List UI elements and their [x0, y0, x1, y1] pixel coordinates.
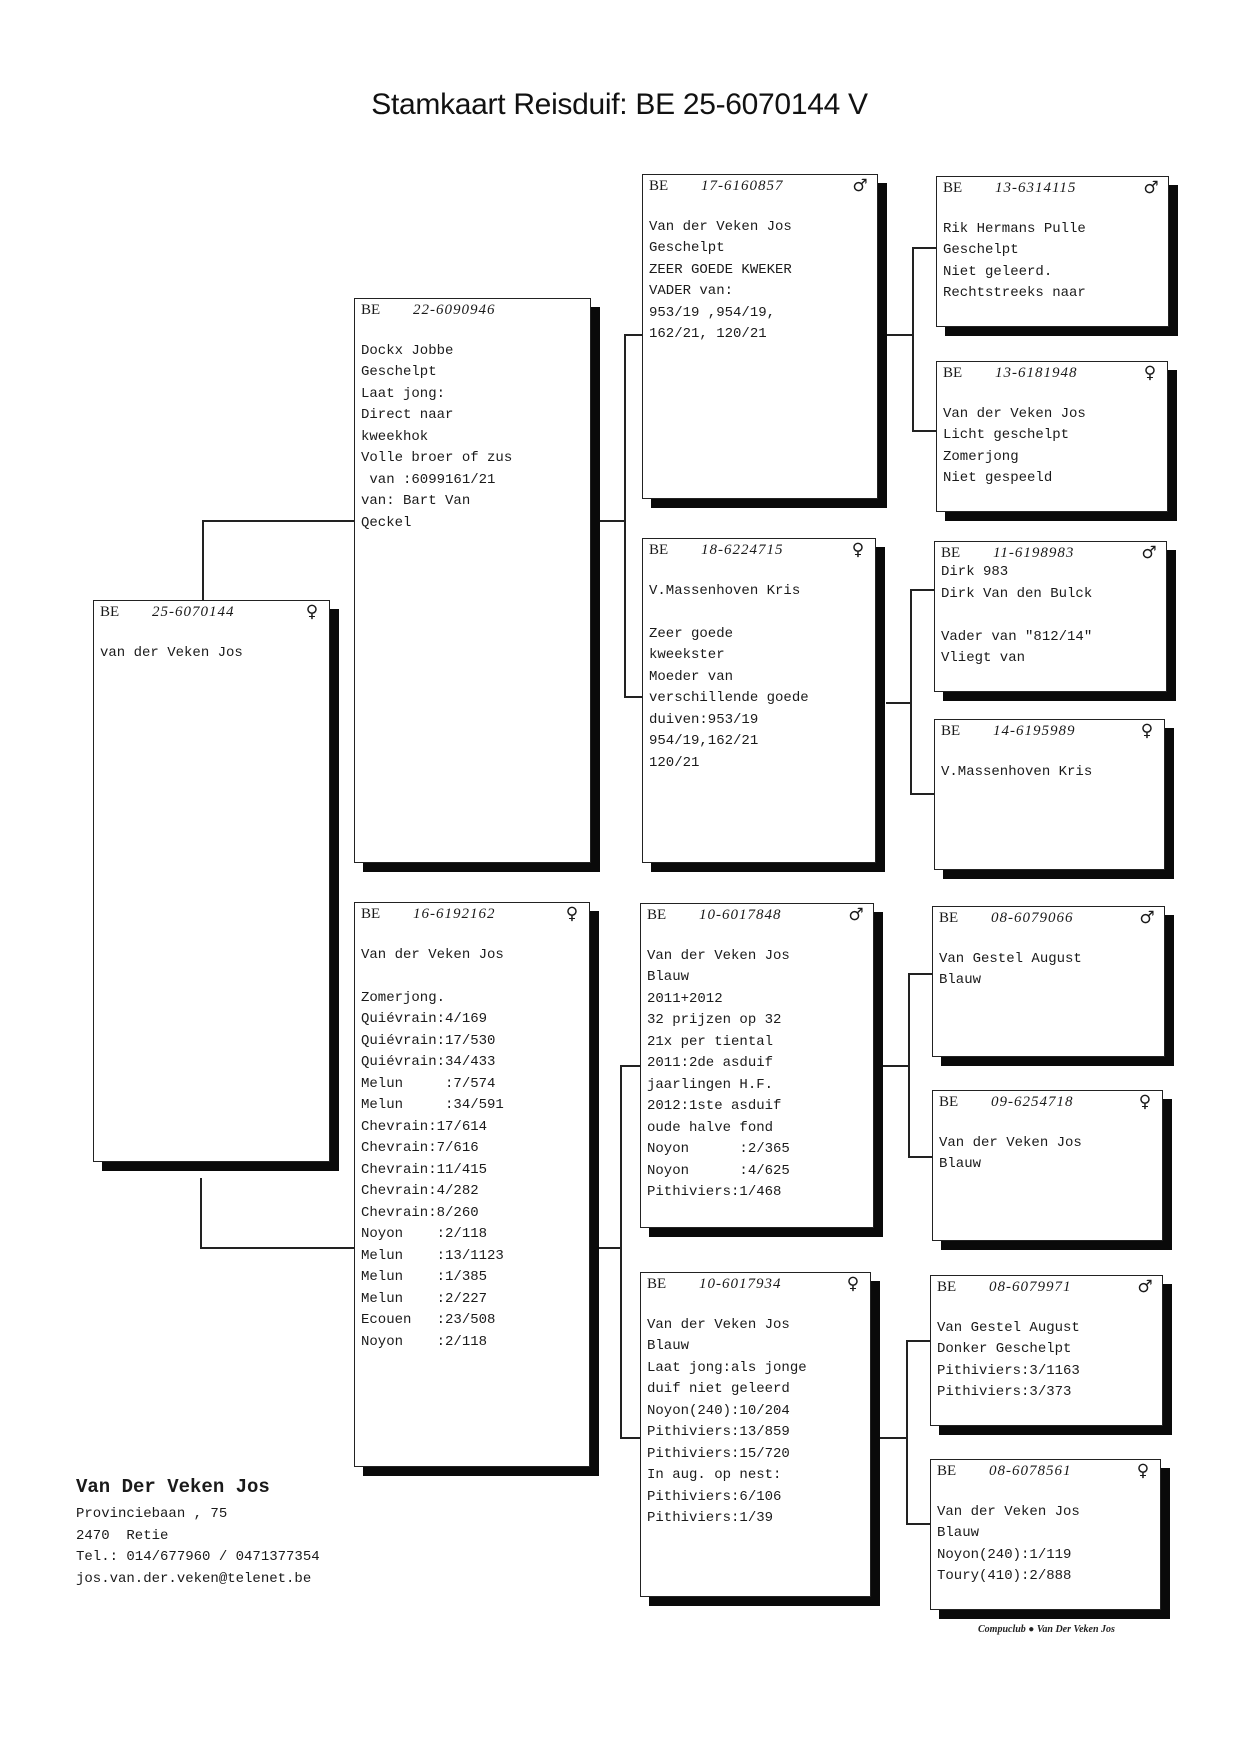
card-notes	[941, 740, 1158, 783]
pigeon-card-ffm[interactable]	[936, 361, 1168, 512]
card-line	[943, 197, 1162, 219]
country-code: BE	[943, 179, 963, 196]
card-header	[649, 541, 869, 559]
pigeon-card-fmm[interactable]	[934, 719, 1165, 870]
ring-number: 09-6254718	[991, 1093, 1074, 1110]
country-code: BE	[941, 544, 961, 561]
card-line: 162/21, 120/21	[649, 326, 767, 342]
owner-city: 2470 Retie	[76, 1527, 169, 1544]
country-code: BE	[941, 722, 961, 739]
card-line: Pithiviers:3/373	[937, 1384, 1072, 1400]
card-line	[941, 740, 1158, 762]
card-line: Laat jong:	[361, 385, 446, 402]
card-line: Direct naar	[361, 407, 454, 423]
card-line: Ecouen :23/508	[361, 1312, 496, 1328]
male-icon: ♂	[1143, 178, 1159, 198]
card-line	[943, 382, 1161, 404]
male-icon: ♂	[1139, 908, 1155, 928]
card-line: Van Gestel August	[939, 950, 1082, 967]
card-header	[943, 179, 1162, 197]
card-line: duiven:953/19	[649, 711, 759, 728]
card-line: Chevrain:17/614	[361, 1118, 488, 1135]
card-line: Van der Veken Jos	[943, 405, 1086, 422]
pigeon-card-father[interactable]	[354, 298, 591, 863]
connector	[908, 973, 932, 975]
connector	[908, 1156, 932, 1158]
pigeon-card-mfm[interactable]	[932, 1090, 1163, 1241]
card-line: Blauw	[647, 969, 690, 985]
male-icon: ♂	[848, 905, 864, 925]
connector	[886, 334, 912, 336]
card-notes	[649, 559, 869, 774]
card-line: Dockx Jobbe	[361, 342, 454, 359]
footer-credit: Compuclub ● Van Der Veken Jos	[978, 1624, 1115, 1635]
card-line: Qeckel	[361, 514, 412, 531]
ring-number: 13-6181948	[995, 364, 1078, 381]
male-icon: ♂	[1141, 543, 1157, 563]
card-header	[937, 1462, 1154, 1480]
card-line: Van der Veken Jos	[647, 1316, 790, 1333]
connector	[200, 1178, 202, 1248]
card-line: Dirk 983	[941, 564, 1009, 580]
card-line	[647, 924, 867, 946]
card-line: van :6099161/21	[361, 471, 496, 488]
connector	[912, 247, 936, 249]
card-line: verschillende goede	[649, 690, 809, 706]
card-line: Laat jong:als jonge	[647, 1359, 807, 1376]
card-line: Melun :1/385	[361, 1269, 488, 1285]
connector	[882, 1065, 908, 1067]
pigeon-card-mff[interactable]	[932, 906, 1165, 1057]
card-line: Van der Veken Jos	[649, 218, 792, 235]
ring-number: 11-6198983	[993, 544, 1075, 561]
card-header	[647, 906, 867, 924]
card-line	[939, 927, 1158, 949]
connector	[912, 247, 914, 430]
ring-number: 13-6314115	[995, 179, 1077, 196]
country-code: BE	[649, 541, 669, 558]
connector	[200, 1247, 355, 1249]
country-code: BE	[937, 1462, 957, 1479]
connector	[912, 430, 936, 432]
card-notes	[647, 1293, 864, 1530]
card-line: 2012:1ste asduif	[647, 1098, 782, 1114]
card-line: Noyon :4/625	[647, 1162, 790, 1179]
card-header	[361, 905, 583, 923]
female-icon: ♀	[846, 1274, 860, 1294]
card-line: Chevrain:8/260	[361, 1204, 479, 1221]
card-line: Chevrain:11/415	[361, 1161, 488, 1178]
connector	[624, 334, 642, 336]
male-icon: ♂	[1137, 1277, 1153, 1297]
card-line: Volle broer of zus	[361, 450, 513, 466]
card-line: Donker Geschelpt	[937, 1341, 1072, 1357]
card-notes	[100, 621, 323, 664]
country-code: BE	[939, 909, 959, 926]
card-notes	[941, 562, 1160, 670]
card-line: Rechtstreeks naar	[943, 285, 1086, 301]
card-line	[361, 923, 583, 945]
connector	[620, 1065, 622, 1437]
card-line	[939, 1111, 1156, 1133]
card-line: Chevrain:7/616	[361, 1140, 479, 1156]
pigeon-card-mm[interactable]	[640, 1272, 871, 1597]
card-line: Van Gestel August	[937, 1319, 1080, 1336]
card-notes	[937, 1480, 1154, 1588]
card-line: Blauw	[939, 972, 982, 988]
ring-number: 17-6160857	[701, 177, 784, 194]
card-line: 953/19 ,954/19,	[649, 304, 776, 321]
card-notes	[939, 927, 1158, 992]
connector	[906, 1340, 930, 1342]
pigeon-card-ff[interactable]	[642, 174, 878, 499]
owner-info	[76, 1476, 320, 1590]
male-icon: ♂	[852, 176, 868, 196]
pigeon-card-fff[interactable]	[936, 176, 1169, 327]
card-line: Van der Veken Jos	[939, 1134, 1082, 1151]
country-code: BE	[939, 1093, 959, 1110]
card-line: Pithiviers:13/859	[647, 1424, 790, 1440]
connector	[620, 1065, 640, 1067]
ring-number: 08-6079971	[989, 1278, 1072, 1295]
card-header	[649, 177, 871, 195]
card-notes	[649, 195, 871, 346]
owner-phone: Tel.: 014/677960 / 0471377354	[76, 1549, 320, 1565]
card-line	[649, 559, 869, 581]
country-code: BE	[361, 301, 381, 318]
ring-number: 14-6195989	[993, 722, 1076, 739]
pigeon-card-fmf[interactable]	[934, 541, 1167, 692]
card-notes	[361, 319, 584, 534]
ring-number: 22-6090946	[413, 301, 496, 318]
female-icon: ♀	[1140, 721, 1154, 741]
card-line: van: Bart Van	[361, 493, 471, 509]
card-line: Geschelpt	[649, 240, 725, 256]
card-header	[943, 364, 1161, 382]
card-line: V.Massenhoven Kris	[941, 763, 1093, 780]
card-line: Melun :34/591	[361, 1097, 504, 1113]
connector	[620, 1437, 640, 1439]
card-line: Vliegt van	[941, 650, 1026, 666]
female-icon: ♀	[851, 540, 865, 560]
card-line: V.Massenhoven Kris	[649, 582, 801, 599]
card-line: 2011:2de asduif	[647, 1055, 774, 1071]
card-line: van der Veken Jos	[100, 644, 243, 661]
card-notes	[361, 923, 583, 1353]
card-line	[649, 602, 869, 624]
connector	[598, 520, 624, 522]
card-line: Pithiviers:6/106	[647, 1488, 782, 1505]
card-line: Pithiviers:1/39	[647, 1510, 774, 1526]
ring-number: 16-6192162	[413, 905, 496, 922]
card-line: Melun :13/1123	[361, 1247, 504, 1264]
card-line: 2011+2012	[647, 990, 723, 1007]
card-line	[937, 1296, 1156, 1318]
card-notes	[939, 1111, 1156, 1176]
country-code: BE	[937, 1278, 957, 1295]
ring-number: 10-6017934	[699, 1275, 782, 1292]
card-line	[647, 1293, 864, 1315]
card-line: Licht geschelpt	[943, 427, 1070, 443]
female-icon: ♀	[1143, 363, 1157, 383]
connector	[202, 520, 355, 522]
ring-number: 08-6079066	[991, 909, 1074, 926]
card-line: Zomerjong.	[361, 989, 446, 1006]
connector	[906, 1340, 908, 1523]
card-line: oude halve fond	[647, 1119, 774, 1136]
card-line: Pithiviers:15/720	[647, 1445, 790, 1462]
card-line: jaarlingen H.F.	[647, 1076, 774, 1093]
pigeon-card-mf[interactable]	[640, 903, 874, 1228]
card-notes	[943, 382, 1161, 490]
card-header	[941, 722, 1158, 740]
connector	[910, 793, 934, 795]
card-line: 954/19,162/21	[649, 733, 759, 749]
card-header	[939, 1093, 1156, 1111]
female-icon: ♀	[1136, 1461, 1150, 1481]
card-header	[937, 1278, 1156, 1296]
pigeon-card-mother[interactable]	[354, 902, 590, 1467]
card-line: Van der Veken Jos	[361, 946, 504, 963]
card-line: Zeer goede	[649, 625, 734, 642]
card-line: ZEER GOEDE KWEKER	[649, 261, 792, 278]
card-line: Dirk Van den Bulck	[941, 585, 1093, 602]
card-line	[361, 966, 583, 988]
country-code: BE	[943, 364, 963, 381]
card-line: Niet geleerd.	[943, 263, 1053, 280]
ring-number: 10-6017848	[699, 906, 782, 923]
connector	[908, 973, 910, 1156]
page-title: Stamkaart Reisduif: BE 25-6070144 V	[371, 88, 868, 121]
pigeon-card-subject[interactable]	[93, 600, 330, 1162]
card-line: Geschelpt	[943, 242, 1019, 258]
card-notes	[943, 197, 1162, 305]
connector	[878, 1437, 906, 1439]
connector	[624, 334, 626, 696]
connector	[886, 702, 910, 704]
country-code: BE	[361, 905, 381, 922]
pigeon-card-mmf[interactable]	[930, 1275, 1163, 1426]
card-line: Melun :7/574	[361, 1075, 496, 1092]
country-code: BE	[100, 603, 120, 620]
connector	[598, 1247, 620, 1249]
card-line: Noyon :2/365	[647, 1141, 790, 1157]
card-line: Geschelpt	[361, 364, 437, 380]
card-line: Blauw	[937, 1525, 980, 1541]
ring-number: 25-6070144	[152, 603, 235, 620]
pigeon-card-mmm[interactable]	[930, 1459, 1161, 1610]
card-line: Blauw	[647, 1338, 690, 1354]
card-line	[100, 621, 323, 643]
pigeon-card-fm[interactable]	[642, 538, 876, 863]
ring-number: 18-6224715	[701, 541, 784, 558]
card-notes	[937, 1296, 1156, 1404]
country-code: BE	[647, 906, 667, 923]
card-line: kweekhok	[361, 428, 429, 445]
female-icon: ♀	[305, 602, 319, 622]
card-line: Zomerjong	[943, 448, 1019, 465]
card-line: Niet gespeeld	[943, 470, 1053, 486]
card-line	[361, 319, 584, 341]
card-header	[647, 1275, 864, 1293]
female-icon: ♀	[1138, 1092, 1152, 1112]
card-line: duif niet geleerd	[647, 1381, 790, 1397]
card-line: Noyon(240):1/119	[937, 1546, 1072, 1563]
connector	[624, 696, 642, 698]
card-line: kweekster	[649, 647, 725, 663]
card-header	[939, 909, 1158, 927]
card-header	[941, 544, 1160, 562]
card-line: Quiévrain:17/530	[361, 1032, 496, 1049]
card-line: Pithiviers:1/468	[647, 1184, 782, 1200]
card-line: Van der Veken Jos	[647, 947, 790, 964]
connector	[910, 589, 912, 793]
card-line: Quiévrain:34/433	[361, 1054, 496, 1070]
female-icon: ♀	[565, 904, 579, 924]
card-line: Van der Veken Jos	[937, 1503, 1080, 1520]
card-line: Noyon :2/118	[361, 1226, 488, 1242]
card-line: VADER van:	[649, 283, 734, 299]
ring-number: 08-6078561	[989, 1462, 1072, 1479]
card-line: 120/21	[649, 754, 700, 771]
connector	[910, 589, 934, 591]
card-line: Pithiviers:3/1163	[937, 1362, 1080, 1379]
country-code: BE	[647, 1275, 667, 1292]
card-line: Noyon :2/118	[361, 1333, 488, 1350]
card-line: Noyon(240):10/204	[647, 1402, 790, 1419]
owner-email: jos.van.der.veken@telenet.be	[76, 1570, 312, 1587]
card-line: Moeder van	[649, 668, 734, 685]
connector	[906, 1523, 930, 1525]
card-line: 32 prijzen op 32	[647, 1012, 782, 1028]
card-line	[649, 195, 871, 217]
card-line	[937, 1480, 1154, 1502]
card-header	[100, 603, 323, 621]
card-line: In aug. op nest:	[647, 1467, 782, 1483]
owner-address: Provinciebaan , 75	[76, 1506, 228, 1522]
card-header	[361, 301, 584, 319]
connector	[202, 520, 204, 604]
card-line: Rik Hermans Pulle	[943, 220, 1086, 237]
card-notes	[647, 924, 867, 1204]
card-line: Vader van "812/14"	[941, 628, 1093, 645]
country-code: BE	[649, 177, 669, 194]
card-line: Toury(410):2/888	[937, 1568, 1072, 1584]
card-line: Chevrain:4/282	[361, 1183, 479, 1199]
card-line: Melun :2/227	[361, 1290, 488, 1307]
card-line: Blauw	[939, 1156, 982, 1172]
card-line	[941, 605, 1160, 627]
owner-name: Van Der Veken Jos	[76, 1476, 270, 1498]
card-line: 21x per tiental	[647, 1033, 774, 1050]
card-line: Quiévrain:4/169	[361, 1011, 488, 1027]
